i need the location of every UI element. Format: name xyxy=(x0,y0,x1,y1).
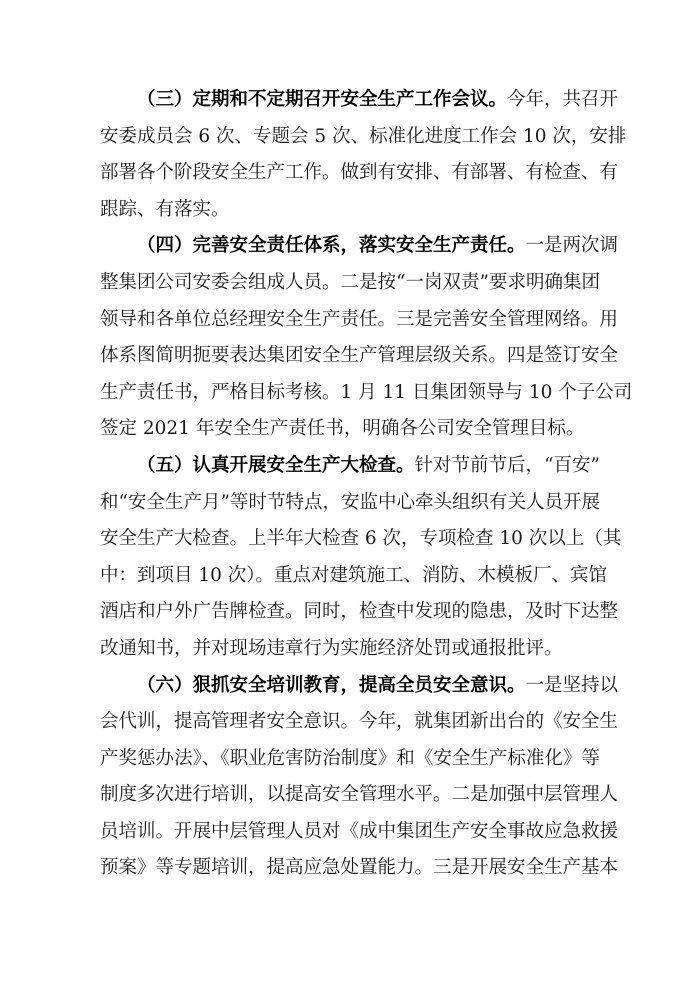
paragraph-6-line: 预案》等专题培训，提高应急处置能力。三是开展安全生产基本 xyxy=(100,857,619,879)
paragraph-5-line: 中：到项目 10 次）。重点对建筑施工、消防、木模板厂、宾馆 xyxy=(100,564,608,586)
paragraph-4-last-line: 签定 2021 年安全生产责任书，明确各公司安全管理目标。 xyxy=(100,418,585,440)
paragraph-5-heading: （五）认真开展安全生产大检查。 xyxy=(137,454,415,476)
paragraph-6-line: 制度多次进行培训，以提高安全管理水平。二是加强中层管理人 xyxy=(100,784,619,806)
paragraph-4-text: 一是两次调 xyxy=(525,235,619,257)
document-body xyxy=(100,82,633,887)
paragraph-3-line: 安委成员会 6 次、专题会 5 次、标准化进度工作会 10 次，安排 xyxy=(100,125,627,147)
paragraph-4-first-line xyxy=(100,228,619,265)
paragraph-5-text: 针对节前节后，“百安” xyxy=(414,454,600,476)
paragraph-4-line: 整集团公司安委会组成人员。二是按“一岗双责”要求明确集团 xyxy=(100,271,600,293)
paragraph-3-heading: （三）定期和不定期召开安全生产工作会议。 xyxy=(137,89,508,110)
paragraph-6-first-line xyxy=(100,668,619,705)
paragraph-4-heading: （四）完善安全责任体系，落实安全生产责任。 xyxy=(137,235,526,257)
paragraph-3-first-line xyxy=(100,82,619,119)
paragraph-5-line: 和“安全生产月”等时节特点，安监中心牵头组织有关人员开展 xyxy=(100,491,600,513)
paragraph-4-line: 领导和各单位总经理安全生产责任。三是完善安全管理网络。用 xyxy=(100,308,619,330)
paragraph-6-heading: （六）狠抓安全培训教育，提高全员安全意识。 xyxy=(137,674,526,696)
paragraph-5-line: 酒店和户外广告牌检查。同时，检查中发现的隐患，及时下达整 xyxy=(100,601,619,623)
paragraph-3-text: 今年，共召开 xyxy=(507,89,619,110)
paragraph-6-text: 一是坚持以 xyxy=(525,674,619,696)
paragraph-6-line: 产奖惩办法》、《职业危害防治制度》和《安全生产标准化》等 xyxy=(100,747,600,769)
paragraph-3-line: 部署各个阶段安全生产工作。做到有安排、有部署、有检查、有 xyxy=(100,162,619,184)
paragraph-5-line: 安全生产大检查。上半年大检查 6 次，专项检查 10 次以上（其 xyxy=(100,528,622,550)
paragraph-5-first-line xyxy=(100,448,600,485)
paragraph-3-last-line: 跟踪、有落实。 xyxy=(100,198,230,220)
paragraph-5-last-line: 改通知书，并对现场违章行为实施经济处罚或通报批评。 xyxy=(100,637,563,659)
paragraph-6-line: 会代训，提高管理者安全意识。今年，就集团新出台的《安全生 xyxy=(100,711,619,733)
paragraph-4-line: 生产责任书，严格目标考核。1 月 11 日集团领导与 10 个子公司 xyxy=(100,381,633,403)
paragraph-6-line: 员培训。开展中层管理人员对《成中集团生产安全事故应急救援 xyxy=(100,820,619,842)
paragraph-4-line: 体系图简明扼要表达集团安全生产管理层级关系。四是签订安全 xyxy=(100,345,619,367)
